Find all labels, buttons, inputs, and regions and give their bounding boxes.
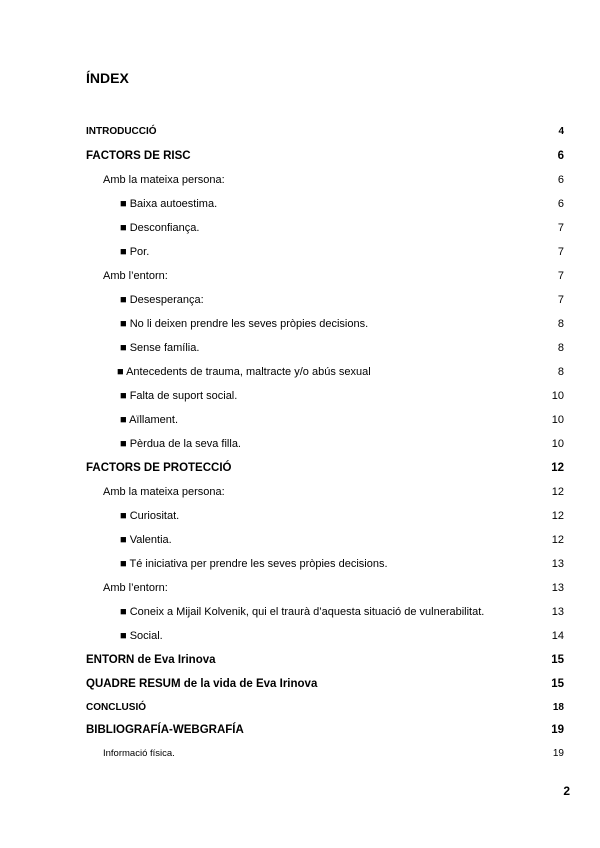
toc-entry-desconfianca[interactable] <box>120 220 564 236</box>
toc-entry-label: ■ Desesperança: <box>120 294 204 306</box>
toc-entry-page: 8 <box>557 342 564 354</box>
toc-entry-label: ■ Pèrdua de la seva filla. <box>120 438 241 450</box>
toc-entry-label: FACTORS DE PROTECCIÓ <box>86 462 232 474</box>
toc-entry-page: 14 <box>551 630 564 642</box>
toc-entry-curiositat[interactable] <box>120 508 564 524</box>
toc-entry-label: QUADRE RESUM de la vida de Eva Irinova <box>86 678 318 690</box>
toc-entry-page: 6 <box>557 150 564 162</box>
toc-entry-label: ■ Social. <box>120 630 163 642</box>
toc-entry-aillament[interactable] <box>120 412 564 428</box>
toc-entry-label: ■ Aïllament. <box>120 414 179 426</box>
toc-entry-introduccio[interactable] <box>86 124 564 140</box>
toc-entry-label: ■ Desconfiança. <box>120 222 200 234</box>
toc-entry-informacio-fisica[interactable] <box>103 746 564 762</box>
toc-entry-label: ■ Por. <box>120 246 150 258</box>
toc-entry-coneix-mijail[interactable] <box>120 604 564 620</box>
toc-entry-label: ■ Falta de suport social. <box>120 390 238 402</box>
toc-entry-proteccio-entorn[interactable] <box>103 580 564 596</box>
toc-entry-label: Amb l’entorn: <box>103 582 168 594</box>
toc-entry-label: CONCLUSIÓ <box>86 702 146 713</box>
toc-entry-iniciativa[interactable] <box>120 556 564 572</box>
toc-entry-page: 4 <box>558 126 564 137</box>
toc-entry-label: ■ Té iniciativa per prendre les seves pròpies decisions. <box>120 558 388 570</box>
toc-entry-label: Amb la mateixa persona: <box>103 486 225 498</box>
toc-entry-entorn-eva[interactable] <box>86 652 564 668</box>
toc-entry-page: 10 <box>551 414 564 426</box>
toc-entry-page: 7 <box>557 246 564 258</box>
toc-entry-por[interactable] <box>120 244 564 260</box>
toc-entry-label: ■ Curiositat. <box>120 510 180 522</box>
toc-entry-risc-entorn[interactable] <box>103 268 564 284</box>
toc-entry-page: 7 <box>557 294 564 306</box>
toc-entry-antecedents[interactable] <box>117 364 564 380</box>
toc-entry-quadre-resum[interactable] <box>86 676 564 692</box>
toc-entry-page: 13 <box>551 606 564 618</box>
toc-entry-page: 18 <box>552 702 564 713</box>
toc-entry-sense-familia[interactable] <box>120 340 564 356</box>
toc-entry-page: 15 <box>551 678 564 690</box>
toc-entry-page: 15 <box>551 654 564 666</box>
toc-entry-factors-de-risc[interactable] <box>86 148 564 164</box>
toc-entry-page: 6 <box>557 198 564 210</box>
toc-entry-label: ■ Coneix a Mijail Kolvenik, qui el traurà d’aquesta situació de vulnerabilitat. <box>120 606 485 618</box>
toc-entry-risc-mateixa-persona[interactable] <box>103 172 564 188</box>
toc-entry-page: 12 <box>551 462 564 474</box>
toc-entry-page: 7 <box>557 270 564 282</box>
toc-entry-conclusio[interactable] <box>86 700 564 716</box>
toc-entry-label: Informació física. <box>103 748 175 759</box>
toc-entry-page: 10 <box>551 390 564 402</box>
toc-entry-page: 13 <box>551 558 564 570</box>
toc-entry-no-li-deixen[interactable] <box>120 316 564 332</box>
toc-entry-label: FACTORS DE RISC <box>86 150 191 162</box>
toc-entry-page: 19 <box>552 748 564 759</box>
toc-entry-label: Amb l’entorn: <box>103 270 168 282</box>
toc-entry-social[interactable] <box>120 628 564 644</box>
toc-entry-label: ■ Baixa autoestima. <box>120 198 218 210</box>
toc-entry-bibliografia[interactable] <box>86 722 564 738</box>
toc-entry-label: ■ No li deixen prendre les seves pròpies decisions. <box>120 318 369 330</box>
toc-entry-page: 12 <box>551 534 564 546</box>
toc-entry-page: 6 <box>557 174 564 186</box>
toc-entry-desesperanca[interactable] <box>120 292 564 308</box>
toc-entry-valentia[interactable] <box>120 532 564 548</box>
toc-entry-baixa-autoestima[interactable] <box>120 196 564 212</box>
toc-entry-page: 8 <box>557 318 564 330</box>
toc-entry-label: ■ Valentia. <box>120 534 172 546</box>
toc-entry-page: 19 <box>551 724 564 736</box>
index-title: ÍNDEX <box>86 70 129 86</box>
toc-entry-perdua-filla[interactable] <box>120 436 564 452</box>
toc-entry-page: 12 <box>551 510 564 522</box>
toc-entry-page: 7 <box>557 222 564 234</box>
page-number: 2 <box>563 784 570 798</box>
toc-entry-label: ENTORN de Eva Irinova <box>86 654 216 666</box>
toc-entry-label: INTRODUCCIÓ <box>86 126 157 137</box>
toc-entry-page: 8 <box>557 366 564 378</box>
toc-entry-factors-de-proteccio[interactable] <box>86 460 564 476</box>
toc-entry-label: BIBLIOGRAFÍA-WEBGRAFÍA <box>86 724 244 736</box>
toc-entry-page: 13 <box>551 582 564 594</box>
toc-entry-label: ■ Antecedents de trauma, maltracte y/o abús sexual <box>117 366 371 378</box>
toc-entry-falta-suport[interactable] <box>120 388 564 404</box>
toc-entry-label: Amb la mateixa persona: <box>103 174 225 186</box>
toc-entry-label: ■ Sense família. <box>120 342 200 354</box>
toc-entry-page: 10 <box>551 438 564 450</box>
toc-entry-page: 12 <box>551 486 564 498</box>
toc-entry-proteccio-mateixa-persona[interactable] <box>103 484 564 500</box>
